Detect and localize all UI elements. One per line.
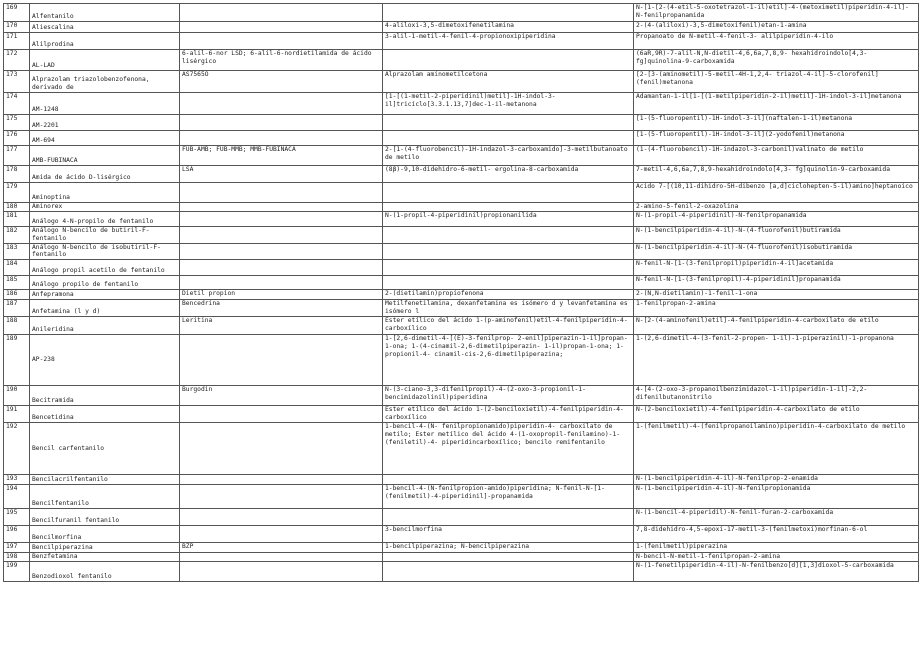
chemical-name-cell: 1-bencilpiperazina; N-bencilpiperazina: [383, 543, 634, 553]
iupac-name-cell: 4-[4-(2-oxo-3-propanoilbenzimidazol-1-il)piperidin-1-il]-2,2-difenilbutanonitrilo: [634, 386, 919, 406]
table-row: [4, 260, 919, 276]
synonyms-cell: [180, 93, 383, 115]
substance-name: AM-1248: [30, 93, 180, 115]
row-number: 183: [4, 243, 30, 260]
iupac-name-cell: [1-(5-fluoropentil)-1H-indol-3-il](2-yodofenil)metanona: [634, 131, 919, 146]
substance-name: Análogo N-bencilo de butiril-F-fentanilo: [30, 226, 180, 243]
row-number: 171: [4, 33, 30, 50]
substance-name: Bencilmorfina: [30, 526, 180, 543]
row-number: 172: [4, 50, 30, 71]
chemical-name-cell: 4-aliloxi-3,5-dimetoxifenetilamina: [383, 22, 634, 33]
row-number: 198: [4, 553, 30, 562]
substance-name: Bencilacrilfentanilo: [30, 475, 180, 485]
table-row: [4, 543, 919, 553]
row-number: 180: [4, 203, 30, 212]
synonyms-cell: [180, 561, 383, 581]
synonyms-cell: [180, 33, 383, 50]
synonyms-cell: [180, 526, 383, 543]
synonyms-cell: 6-alil-6-nor LSD; 6-alil-6-nordietilamida de ácido lisérgico: [180, 50, 383, 71]
substance-name: AP-238: [30, 335, 180, 386]
iupac-name-cell: (1-(4-fluorobencil)-1H-indazol-3-carbonil)valinato de metilo: [634, 146, 919, 166]
iupac-name-cell: Propanoato de N-metil-4-fenil-3- alilpiperidin-4-ilo: [634, 33, 919, 50]
table-row: [4, 50, 919, 71]
synonyms-cell: Burgodin: [180, 386, 383, 406]
table-row: [4, 33, 919, 50]
chemical-name-cell: 2-(dietilamin)propiofenona: [383, 290, 634, 300]
iupac-name-cell: Adamantan-1-il[1-[(1-metilpiperidin-2-il)metil]-1H-indol-3-il]metanona: [634, 93, 919, 115]
chemical-name-cell: [383, 50, 634, 71]
chemical-name-cell: [383, 260, 634, 276]
table-row: [4, 561, 919, 581]
row-number: 197: [4, 543, 30, 553]
row-number: 178: [4, 166, 30, 183]
chemical-name-cell: 1-[2,6-dimetil-4-[(E)-3-fenilprop- 2-enil]piperazin-1-il]propan-1-ona; 1-(4-cinamil-2,6-dimetilpiperazin- 1-il)propan-1-ona; 1-propionil-4- cinamil-cis-2,6-dimetilpiperazina;: [383, 335, 634, 386]
substance-name: Bencilpiperazina: [30, 543, 180, 553]
synonyms-cell: [180, 203, 383, 212]
iupac-name-cell: N-bencil-N-metil-1-fenilpropan-2-amina: [634, 553, 919, 562]
chemical-name-cell: 1-bencil-4-(N- fenilpropionamido)piperidin-4- carboxilato de metilo; Ester metílico del ácido 4-(1-oxopropil-fenilamino)-1-(feniletil)-4- piperidincarboxílico; bencilo remifentanilo: [383, 423, 634, 475]
chemical-name-cell: Ester etílico del ácido 1-(p-aminofenil)etil-4-fenilpiperidin-4-carboxílico: [383, 317, 634, 335]
table-row: [4, 290, 919, 300]
iupac-name-cell: N-(1-propil-4-piperidinil)-N-fenilpropanamida: [634, 211, 919, 226]
chemical-name-cell: Alprazolam aminometilcetona: [383, 71, 634, 93]
substance-name: Anfetamina (l y d): [30, 300, 180, 317]
substance-name: AM-2201: [30, 115, 180, 131]
chemical-name-cell: [383, 475, 634, 485]
chemical-name-cell: [383, 561, 634, 581]
chemical-name-cell: [383, 509, 634, 526]
chemical-name-cell: [383, 276, 634, 290]
iupac-name-cell: [1-(5-fluoropentil)-1H-indol-3-il](naftalen-1-il)metanona: [634, 115, 919, 131]
synonyms-cell: [180, 260, 383, 276]
row-number: 175: [4, 115, 30, 131]
synonyms-cell: BZP: [180, 543, 383, 553]
substances-table-body: [4, 4, 919, 582]
table-row: [4, 423, 919, 475]
iupac-name-cell: N-(2-benciloxietil)-4-fenilpiperidin-4-carboxilato de etilo: [634, 406, 919, 423]
iupac-name-cell: N-(1-bencilpiperidin-4-il)-N-fenilprop-2-enamida: [634, 475, 919, 485]
iupac-name-cell: [2-[3-(aminometil)-5-metil-4H-1,2,4- triazol-4-il]-5-clorofenil](fenil)metanona: [634, 71, 919, 93]
iupac-name-cell: N-fenil-N-[1-(3-fenilpropil)-4-piperidinil]propanamida: [634, 276, 919, 290]
table-row: [4, 22, 919, 33]
iupac-name-cell: 2-(N,N-dietilamin)-1-fenil-1-ona: [634, 290, 919, 300]
substance-name: Bencil carfentanilo: [30, 423, 180, 475]
synonyms-cell: [180, 423, 383, 475]
synonyms-cell: Bencedrina: [180, 300, 383, 317]
row-number: 176: [4, 131, 30, 146]
substance-name: Bencilfuranil fentanilo: [30, 509, 180, 526]
synonyms-cell: [180, 115, 383, 131]
iupac-name-cell: N-(1-fenetilpiperidin-4-il)-N-fenilbenzo[d][1,3]dioxol-5-carboxamida: [634, 561, 919, 581]
iupac-name-cell: N-fenil-N-[1-(3-fenilpropil)piperidin-4-il]acetamida: [634, 260, 919, 276]
synonyms-cell: [180, 226, 383, 243]
synonyms-cell: [180, 4, 383, 22]
synonyms-cell: [180, 553, 383, 562]
table-row: [4, 276, 919, 290]
table-row: [4, 317, 919, 335]
table-row: [4, 526, 919, 543]
table-row: [4, 4, 919, 22]
row-number: 189: [4, 335, 30, 386]
chemical-name-cell: [383, 183, 634, 203]
chemical-name-cell: Metilfenetilamina, dexanfetamina es isómero d y levanfetamina es isómero l: [383, 300, 634, 317]
chemical-name-cell: [383, 243, 634, 260]
row-number: 185: [4, 276, 30, 290]
table-row: [4, 203, 919, 212]
row-number: 196: [4, 526, 30, 543]
chemical-name-cell: [383, 203, 634, 212]
chemical-name-cell: 3-bencilmorfina: [383, 526, 634, 543]
row-number: 187: [4, 300, 30, 317]
chemical-name-cell: [1-[(1-metil-2-piperidinil)metil]-1H-indol-3-il]tricíclo[3.3.1.13,7]dec-1-il-metanona: [383, 93, 634, 115]
row-number: 191: [4, 406, 30, 423]
table-row: [4, 183, 919, 203]
substance-name: Aminoptina: [30, 183, 180, 203]
substance-name: Aminorex: [30, 203, 180, 212]
iupac-name-cell: N-(1-bencilpiperidin-4-il)-N-fenilpropionamida: [634, 485, 919, 509]
row-number: 186: [4, 290, 30, 300]
row-number: 190: [4, 386, 30, 406]
chemical-name-cell: [383, 115, 634, 131]
row-number: 182: [4, 226, 30, 243]
row-number: 169: [4, 4, 30, 22]
synonyms-cell: Dietil propion: [180, 290, 383, 300]
row-number: 195: [4, 509, 30, 526]
substance-name: AMB-FUBINACA: [30, 146, 180, 166]
substance-name: Análogo 4-N-propilo de fentanilo: [30, 211, 180, 226]
chemical-name-cell: 3-alil-1-metil-4-fenil-4-propionoxipiperidina: [383, 33, 634, 50]
row-number: 194: [4, 485, 30, 509]
chemical-name-cell: [383, 4, 634, 22]
iupac-name-cell: 7-metil-4,6,6a,7,8,9-hexahidroindolo[4,3- fg]quinolin-9-carboxamida: [634, 166, 919, 183]
row-number: 199: [4, 561, 30, 581]
chemical-name-cell: [383, 131, 634, 146]
chemical-name-cell: [383, 226, 634, 243]
substance-name: Análogo propilo de fentanilo: [30, 276, 180, 290]
substance-name: Alprazolam triazolobenzofenona, derivado de: [30, 71, 180, 93]
chemical-name-cell: N-(3-ciano-3,3-difenilpropil)-4-(2-oxo-3-propionil-1-bencimidazolinil)piperidina: [383, 386, 634, 406]
iupac-name-cell: 1-(fenilmetil)-4-(fenilpropanoilamino)piperidin-4-carboxilato de metilo: [634, 423, 919, 475]
substance-name: AL-LAD: [30, 50, 180, 71]
chemical-name-cell: 2-[1-(4-fluorobencil)-1H-indazol-3-carboxamido]-3-metilbutanoato de metilo: [383, 146, 634, 166]
synonyms-cell: FUB-AMB; FUB-MMB; MMB-FUBINACA: [180, 146, 383, 166]
table-row: [4, 115, 919, 131]
table-row: [4, 211, 919, 226]
synonyms-cell: [180, 475, 383, 485]
substance-name: Aliescalina: [30, 22, 180, 33]
synonyms-cell: [180, 335, 383, 386]
synonyms-cell: LSA: [180, 166, 383, 183]
substance-name: Alfentanilo: [30, 4, 180, 22]
iupac-name-cell: 2-(4-(aliloxi)-3,5-dimetoxifenil)etan-1-amina: [634, 22, 919, 33]
synonyms-cell: AS7565O: [180, 71, 383, 93]
substance-name: Análogo propil acetilo de fentanilo: [30, 260, 180, 276]
synonyms-cell: [180, 485, 383, 509]
table-row: [4, 131, 919, 146]
iupac-name-cell: N-(1-bencilpiperidin-4-il)-N-(4-fluorofenil)butiramida: [634, 226, 919, 243]
iupac-name-cell: 1-(2,6-dimetil-4-(3-fenil-2-propen- 1-il)-1-piperazinil)-1-propanona: [634, 335, 919, 386]
table-row: [4, 509, 919, 526]
table-row: [4, 553, 919, 562]
row-number: 188: [4, 317, 30, 335]
row-number: 181: [4, 211, 30, 226]
substance-name: Amida de ácido D-lisérgico: [30, 166, 180, 183]
table-row: [4, 146, 919, 166]
chemical-name-cell: (8β)-9,10-didehidro-6-metil- ergolina-8-carboxamida: [383, 166, 634, 183]
row-number: 192: [4, 423, 30, 475]
row-number: 177: [4, 146, 30, 166]
table-row: [4, 93, 919, 115]
table-row: [4, 71, 919, 93]
table-row: [4, 485, 919, 509]
iupac-name-cell: Ácido 7-[(10,11-dihidro-5H-dibenzo [a,d]ciclohepten-5-il)amino]heptanoico: [634, 183, 919, 203]
chemical-name-cell: Ester etílico del ácido 1-(2-benciloxietil)-4-fenilpiperidin-4-carboxílico: [383, 406, 634, 423]
table-row: [4, 475, 919, 485]
iupac-name-cell: N-[2-(4-aminofenil)etil]-4-fenilpiperidin-4-carboxilato de etilo: [634, 317, 919, 335]
synonyms-cell: [180, 509, 383, 526]
iupac-name-cell: 1-fenilpropan-2-amina: [634, 300, 919, 317]
row-number: 184: [4, 260, 30, 276]
iupac-name-cell: N-(1-bencil-4-piperidil)-N-fenil-furan-2-carboxamida: [634, 509, 919, 526]
synonyms-cell: [180, 243, 383, 260]
table-row: [4, 166, 919, 183]
table-row: [4, 226, 919, 243]
row-number: 173: [4, 71, 30, 93]
substance-name: Anfepramona: [30, 290, 180, 300]
row-number: 174: [4, 93, 30, 115]
iupac-name-cell: N-[1-[2-(4-etil-5-oxotetrazol-1-il)etil]-4-(metoximetil)piperidin-4-il]-N-fenilpropanamida: [634, 4, 919, 22]
table-row: [4, 335, 919, 386]
substance-name: AM-694: [30, 131, 180, 146]
synonyms-cell: [180, 131, 383, 146]
iupac-name-cell: 7,8-didehidro-4,5-epoxi-17-metil-3-(fenilmetoxi)morfinan-6-ol: [634, 526, 919, 543]
row-number: 170: [4, 22, 30, 33]
iupac-name-cell: N-(1-bencilpiperidin-4-il)-N-(4-fluorofenil)isobutiramida: [634, 243, 919, 260]
synonyms-cell: [180, 406, 383, 423]
table-row: [4, 300, 919, 317]
iupac-name-cell: (6aR,9R)-7-alil-N,N-dietil-4,6,6a,7,8,9- hexahidroindolo[4,3-fg]quinolina-9-carboxamida: [634, 50, 919, 71]
synonyms-cell: [180, 276, 383, 290]
table-row: [4, 406, 919, 423]
table-row: [4, 386, 919, 406]
synonyms-cell: Leritina: [180, 317, 383, 335]
synonyms-cell: [180, 22, 383, 33]
chemical-name-cell: 1-bencil-4-(N-fenilpropion-amido)piperidina; N-fenil-N-[1-(fenilmetil)-4-piperidinil]-propanamida: [383, 485, 634, 509]
row-number: 193: [4, 475, 30, 485]
iupac-name-cell: 1-(fenilmetil)piperazina: [634, 543, 919, 553]
row-number: 179: [4, 183, 30, 203]
substance-name: Anileridina: [30, 317, 180, 335]
substance-name: Becitramida: [30, 386, 180, 406]
chemical-name-cell: [383, 553, 634, 562]
substance-name: Alilprodina: [30, 33, 180, 50]
synonyms-cell: [180, 183, 383, 203]
table-row: [4, 243, 919, 260]
substance-name: Bencilfentanilo: [30, 485, 180, 509]
synonyms-cell: [180, 211, 383, 226]
substance-name: Bencetidina: [30, 406, 180, 423]
substance-name: Benzfetamina: [30, 553, 180, 562]
substance-name: Análogo N-bencilo de isobutiril-F- fentanilo: [30, 243, 180, 260]
substances-table: [3, 3, 919, 582]
chemical-name-cell: N-(1-propil-4-piperidinil)propionanilida: [383, 211, 634, 226]
substance-name: Benzodioxol fentanilo: [30, 561, 180, 581]
iupac-name-cell: 2-amino-5-fenil-2-oxazolina: [634, 203, 919, 212]
